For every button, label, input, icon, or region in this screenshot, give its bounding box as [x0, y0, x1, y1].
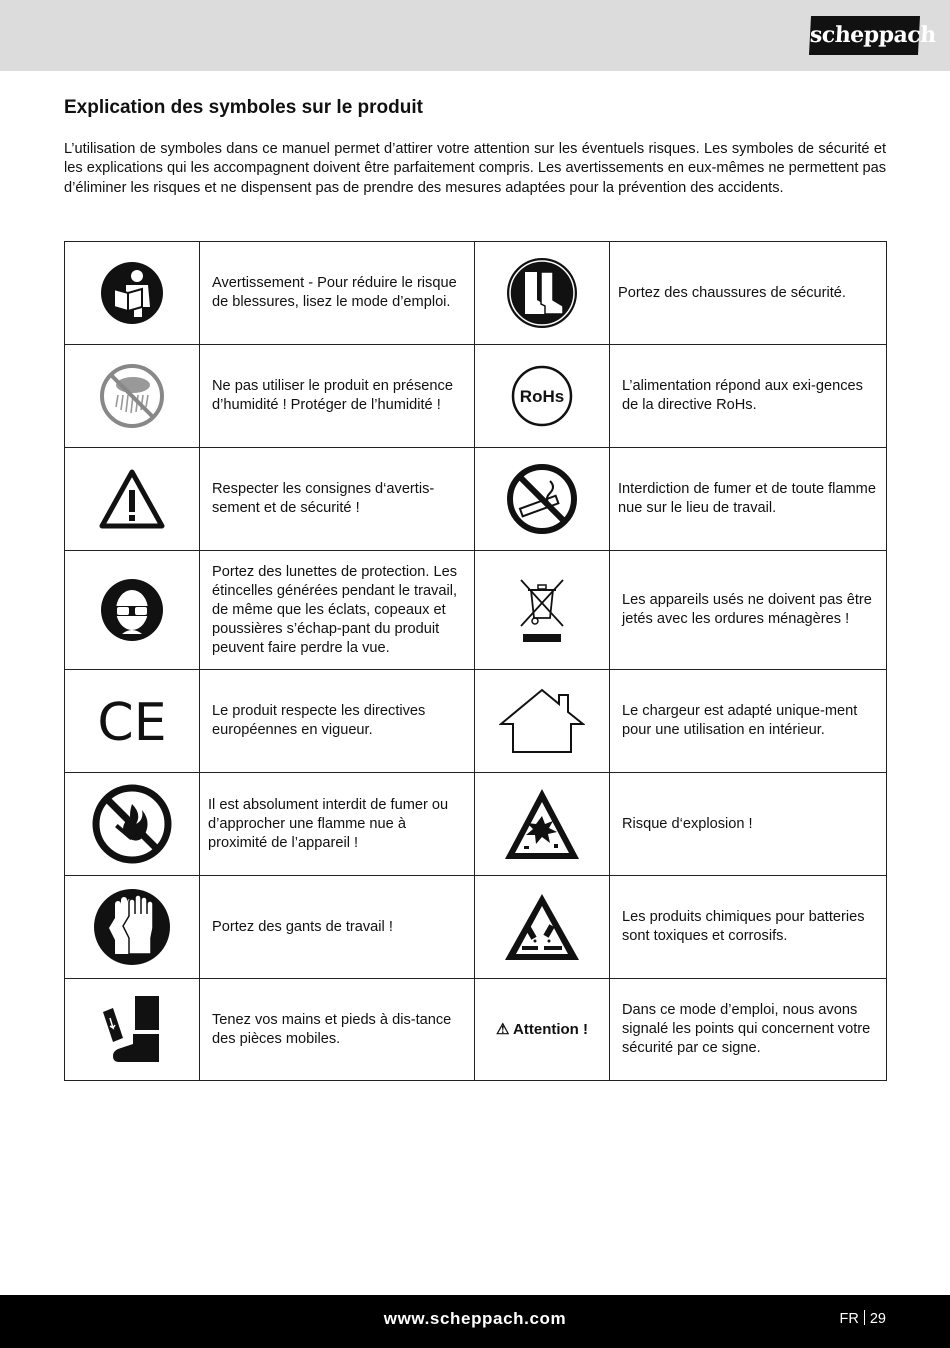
house-icon	[499, 688, 585, 754]
symbol-description: Le produit respecte les directives européennes en vigueur.	[200, 670, 475, 773]
table-row	[65, 551, 887, 670]
explosion-warning-icon	[502, 786, 582, 862]
footer-page: 29	[869, 1311, 886, 1327]
symbol-description: Dans ce mode d’emploi, nous avons signalé les points qui concernent votre sécurité par ce signe.	[610, 979, 887, 1081]
rohs-icon-label: RoHs	[519, 387, 565, 406]
table-row	[65, 773, 887, 876]
symbol-cell	[475, 670, 610, 773]
symbol-cell	[475, 448, 610, 551]
header-bar	[0, 0, 950, 71]
attention-icon: ⚠ Attention !	[495, 1020, 589, 1038]
page-title: Explication des symboles sur le produit	[64, 97, 423, 118]
symbol-description: Les produits chimiques pour batteries sont toxiques et corrosifs.	[610, 876, 887, 979]
crossed-bin-icon	[517, 576, 567, 644]
symbol-cell	[475, 876, 610, 979]
symbol-cell	[65, 242, 200, 345]
footer-website-link[interactable]: www.scheppach.com	[383, 1309, 567, 1328]
intro-paragraph: L’utilisation de symboles dans ce manuel permet d’attirer votre attention sur les éventuels risques. Les symboles de sécurité et les explications qui les accompagnent doivent être parfaitement compris. Les avertissements en eux-mêmes ne permettent pas d’éliminer les risques et ne dispensent pas de prendre des mesures adaptées pour la prévention des accidents.	[64, 141, 886, 196]
symbol-description: Interdiction de fumer et de toute flamme nue sur le lieu de travail.	[610, 448, 887, 551]
rohs-icon	[510, 364, 574, 428]
no-rain-icon	[99, 363, 165, 429]
safety-goggles-icon	[100, 578, 164, 642]
symbol-cell	[65, 876, 200, 979]
symbol-cell	[65, 773, 200, 876]
brand-logo-text: scheppach	[809, 22, 937, 48]
symbol-cell	[475, 773, 610, 876]
table-row	[65, 448, 887, 551]
table-row	[65, 345, 887, 448]
symbol-cell	[475, 551, 610, 670]
corrosive-warning-icon	[502, 891, 582, 963]
footer-separator	[864, 1310, 865, 1325]
symbol-cell	[65, 670, 200, 773]
warning-triangle-icon	[98, 468, 166, 530]
table-row	[65, 876, 887, 979]
symbol-description: Portez des gants de travail !	[200, 876, 475, 979]
symbol-description: Tenez vos mains et pieds à dis-tance des pièces mobiles.	[200, 979, 475, 1081]
symbol-cell	[475, 345, 610, 448]
safety-boots-icon	[505, 256, 579, 330]
read-manual-icon	[100, 261, 164, 325]
symbols-table	[64, 241, 887, 1081]
symbol-cell	[65, 979, 200, 1081]
brand-logo	[809, 16, 937, 55]
symbol-description: Avertissement - Pour réduire le risque de blessures, lisez le mode d’emploi.	[200, 242, 475, 345]
table-row	[65, 670, 887, 773]
symbol-cell	[65, 448, 200, 551]
symbol-description: L’alimentation répond aux exi-gences de la directive RoHs.	[610, 345, 887, 448]
no-smoking-icon	[506, 463, 578, 535]
gloves-icon	[93, 888, 171, 966]
symbol-description: Risque d‘explosion !	[610, 773, 887, 876]
symbol-description: Il est absolument interdit de fumer ou d’approcher une flamme nue à proximité de l’appareil !	[200, 773, 475, 876]
moving-parts-icon	[99, 994, 165, 1066]
footer-page-number	[840, 1310, 886, 1327]
symbol-cell	[475, 979, 610, 1081]
ce-mark-label: CE	[97, 696, 167, 746]
symbol-cell	[475, 242, 610, 345]
symbol-description: Portez des lunettes de protection. Les étincelles générées pendant le travail, de même que les éclats, copeaux et poussières s’échap-pant du produit peuvent faire perdre la vue.	[200, 551, 475, 670]
footer-language: FR	[839, 1311, 859, 1327]
symbol-description: Respecter les consignes d‘avertis-sement et de sécurité !	[200, 448, 475, 551]
symbol-description: Les appareils usés ne doivent pas être jetés avec les ordures ménagères !	[610, 551, 887, 670]
table-row	[65, 979, 887, 1081]
table-row	[65, 242, 887, 345]
symbol-description: Portez des chaussures de sécurité.	[610, 242, 887, 345]
symbol-cell	[65, 345, 200, 448]
no-open-flame-icon	[92, 784, 172, 864]
symbol-description: Le chargeur est adapté unique-ment pour une utilisation en intérieur.	[610, 670, 887, 773]
ce-mark-icon	[97, 696, 167, 746]
symbol-description: Ne pas utiliser le produit en présence d’humidité ! Protéger de l’humidité !	[200, 345, 475, 448]
symbol-cell	[65, 551, 200, 670]
